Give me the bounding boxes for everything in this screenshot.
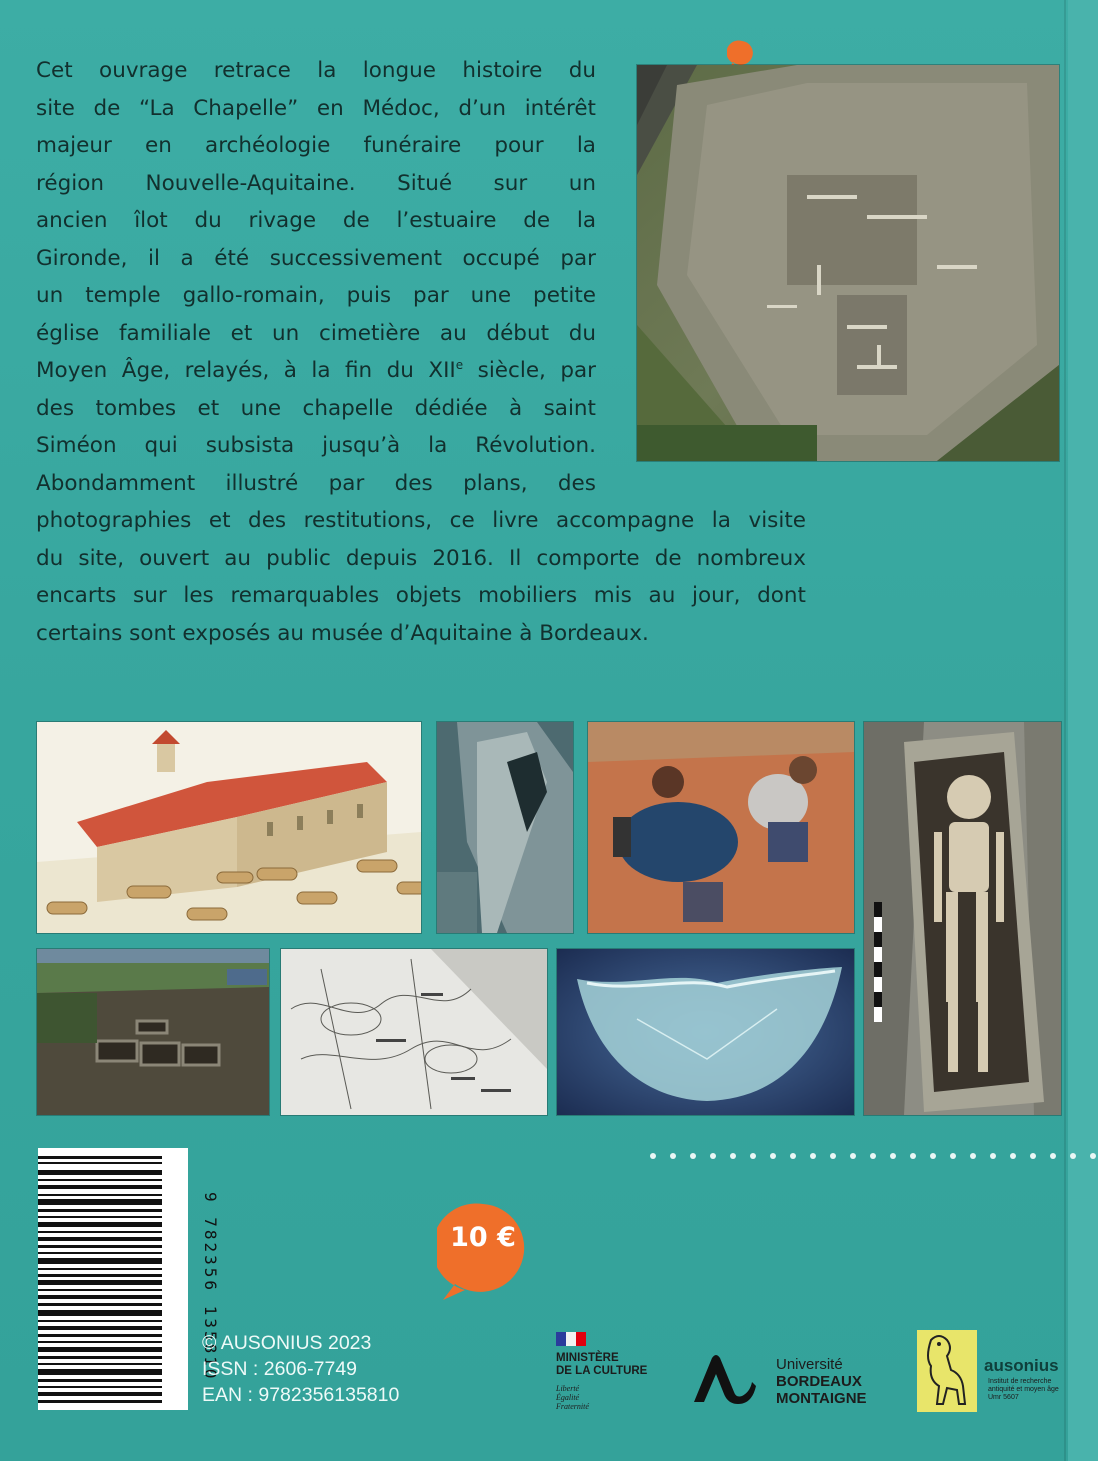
skeleton-in-sarcophagus-photo [863, 721, 1062, 1116]
blurb-line: majeur en archéologie funéraire pour la [36, 133, 596, 158]
blurb-line: encarts sur les remarquables objets mobiliers mis au jour, dont [36, 583, 806, 608]
barcode [38, 1148, 220, 1410]
aerial-excavation-photo [636, 64, 1060, 462]
ubm-line: MONTAIGNE [776, 1390, 867, 1407]
blurb-text-wide [36, 502, 806, 652]
motto-line: Liberté [556, 1384, 580, 1393]
ausonius-name: ausonius [984, 1356, 1059, 1375]
ubm-logo-text [776, 1356, 867, 1407]
blurb-line: église familiale et un cimetière au début du [36, 320, 596, 346]
excavation-workers-photo [587, 721, 855, 934]
blurb-line: un temple gallo-romain, puis par une petite [36, 283, 596, 308]
blurb-line: Gironde, il a été successivement occupé par [36, 245, 596, 271]
griffin-icon [917, 1330, 977, 1412]
motto-line: Fraternité [556, 1402, 589, 1411]
ausonius-subtitle [988, 1378, 1078, 1402]
price-label: 10 € [450, 1222, 516, 1253]
ausonius-sub-line: Institut de recherche [988, 1378, 1052, 1385]
century-superscript: e [455, 357, 464, 372]
glass-bowl-photo [556, 948, 855, 1116]
motto-line: Égalité [556, 1393, 580, 1402]
ubm-logo-icon [690, 1352, 770, 1404]
ausonius-sub-line: antiquité et moyen âge [988, 1386, 1059, 1393]
ministere-logo-text [556, 1352, 647, 1378]
sarcophagus-detail-photo [436, 721, 574, 934]
blurb-line: ancien îlot du rivage de l’estuaire de la [36, 208, 596, 233]
blurb-line: du site, ouvert au public depuis 2016. Il comporte de nombreux [36, 545, 806, 571]
ausonius-sub-line: Umr 5607 [988, 1394, 1019, 1401]
ministere-line: MINISTÈRE [556, 1352, 619, 1364]
blurb-text [36, 52, 596, 502]
ubm-line: Université [776, 1356, 843, 1373]
blurb-line-tail: siècle, par [463, 358, 596, 383]
blurb-line: Cet ouvrage retrace la longue histoire du [36, 58, 596, 83]
dotted-separator [648, 1148, 1098, 1164]
spine-fold [1064, 0, 1066, 1461]
blurb-line: Siméon qui subsista jusqu’à la Révolution. [36, 433, 596, 458]
republic-motto [556, 1384, 589, 1411]
ean: EAN : 9782356135810 [202, 1384, 400, 1406]
ubm-line: BORDEAUX [776, 1373, 862, 1390]
blurb-line-head: Moyen Âge, relayés, à la fin du XII [36, 358, 456, 383]
blurb-line: certains sont exposés au musée d’Aquitaine à Bordeaux. [36, 620, 649, 646]
marianne-logo-icon [556, 1330, 592, 1348]
issn: ISSN : 2606-7749 [202, 1358, 358, 1380]
blurb-line [36, 352, 596, 390]
site-overview-photo [36, 948, 270, 1116]
historic-map-image [280, 948, 548, 1116]
blurb-line: site de “La Chapelle” en Médoc, d’un intérêt [36, 95, 596, 121]
ausonius-logo-mark [917, 1330, 977, 1412]
chapel-illustration [36, 721, 422, 934]
cover-edge [1068, 0, 1098, 1461]
blurb-line: photographies et des restitutions, ce livre accompagne la visite [36, 508, 806, 533]
copyright: © AUSONIUS 2023 [202, 1332, 372, 1354]
blurb-line: région Nouvelle-Aquitaine. Situé sur un [36, 170, 596, 196]
ministere-line: DE LA CULTURE [556, 1365, 648, 1377]
blurb-line: des tombes et une chapelle dédiée à saint [36, 395, 596, 421]
blurb-line: Abondamment illustré par des plans, des [36, 470, 596, 496]
barcode-number: 9 782356 135810 [201, 1192, 220, 1382]
legal-info [202, 1330, 399, 1408]
